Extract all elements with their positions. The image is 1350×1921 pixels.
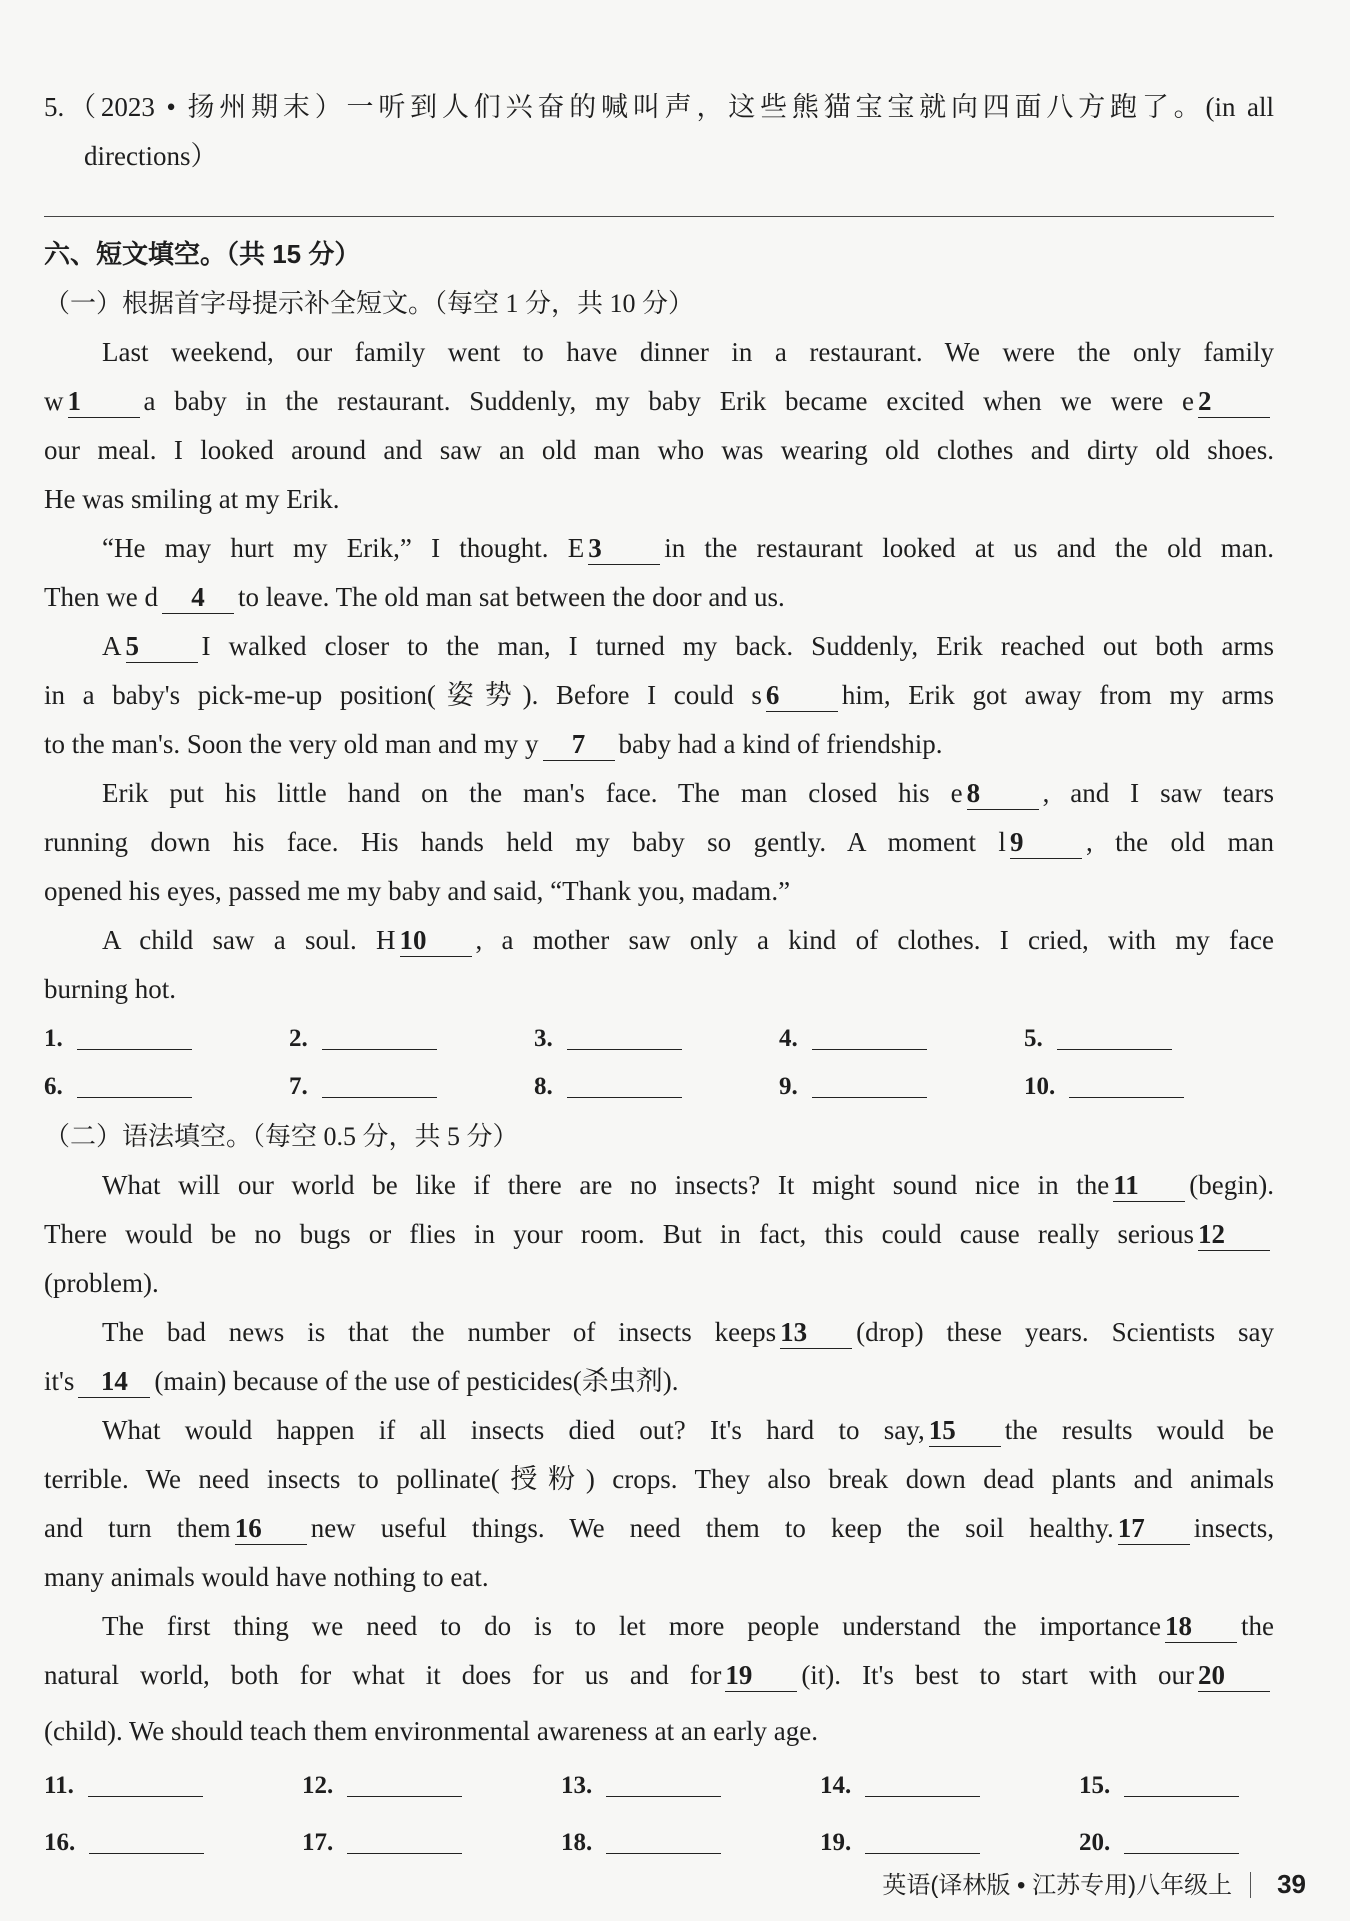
g4-line3: (child). We should teach them environmental awareness at an early age. <box>44 1716 819 1746</box>
g4-line2: natural world, both for what it does for us and for 19 (it). It's best to start with our 20 <box>44 1651 1274 1700</box>
g2-line2: it's 14 (main) because of the use of pesticides(杀虫剂). <box>44 1366 679 1396</box>
blank-20[interactable]: 20 <box>1198 1659 1270 1692</box>
blank-17[interactable]: 17 <box>1118 1512 1190 1545</box>
blank-14[interactable]: 14 <box>78 1365 150 1398</box>
answer-slot[interactable]: 4. <box>779 1016 927 1062</box>
blank-12[interactable]: 12 <box>1198 1218 1270 1251</box>
p4-line2: running down his face. His hands held my baby so gently. A moment l 9 , the old man <box>44 827 1274 857</box>
answer-slot[interactable]: 19. <box>820 1820 980 1866</box>
blank-16[interactable]: 16 <box>235 1512 307 1545</box>
blank-18[interactable]: 18 <box>1165 1610 1237 1643</box>
part1-title: （一）根据首字母提示补全短文。（每空 1 分，共 10 分） <box>44 289 695 318</box>
p1-line3: our meal. I looked around and saw an old man who was wearing old clothes and dirty old shoes. <box>44 435 1274 465</box>
answer-slot[interactable]: 14. <box>820 1763 980 1809</box>
answer-slot[interactable]: 13. <box>561 1763 721 1809</box>
blank-19[interactable]: 19 <box>725 1659 797 1692</box>
answer-slot[interactable]: 11. <box>44 1763 203 1809</box>
p5-line1: A child saw a soul. H 10 , a mother saw only a kind of clothes. I cried, with my face <box>102 925 1274 955</box>
q5-line1: 5.（2023 • 扬州期末）一听到人们兴奋的喊叫声，这些熊猫宝宝就向四面八方跑了。(in all <box>44 92 1274 122</box>
answer-row-11-15 <box>44 1763 1274 1809</box>
g1-line3: (problem). <box>44 1268 159 1298</box>
blank-1[interactable]: 1 <box>68 385 140 418</box>
footer-divider <box>1250 1872 1251 1898</box>
g4-line1: The first thing we need to do is to let more people understand the importance 18 the <box>102 1611 1274 1641</box>
answer-slot[interactable]: 18. <box>561 1820 721 1866</box>
blank-8[interactable]: 8 <box>967 777 1039 810</box>
blank-7[interactable]: 7 <box>543 728 615 761</box>
part2-title: （二）语法填空。（每空 0.5 分，共 5 分） <box>44 1122 519 1151</box>
book-title: 英语(译林版 • 江苏专用)八年级上 <box>882 1872 1233 1899</box>
g3-line4: many animals would have nothing to eat. <box>44 1562 489 1592</box>
blank-5[interactable]: 5 <box>126 630 198 663</box>
g3-line2: terrible. We need insects to pollinate(授粉) crops. They also break down dead plants and animals <box>44 1464 1274 1494</box>
answer-slot[interactable]: 15. <box>1079 1763 1239 1809</box>
blank-4[interactable]: 4 <box>162 581 234 614</box>
answer-slot[interactable]: 8. <box>534 1064 682 1110</box>
answer-row-1-5 <box>44 1016 1274 1062</box>
g1-line2: There would be no bugs or flies in your room. But in fact, this could cause really serious 12 <box>44 1210 1274 1259</box>
g2-line1: The bad news is that the number of insects keeps 13 (drop) these years. Scientists say <box>102 1317 1275 1347</box>
answer-row-16-20 <box>44 1820 1274 1866</box>
g1-line1: What will our world be like if there are no insects? It might sound nice in the 11 (begin). <box>102 1170 1274 1200</box>
blank-13[interactable]: 13 <box>780 1316 852 1349</box>
section-title: 六、短文填空。（共 15 分） <box>44 239 361 269</box>
p5-line2: burning hot. <box>44 974 176 1004</box>
blank-10[interactable]: 10 <box>400 924 472 957</box>
blank-9[interactable]: 9 <box>1010 826 1082 859</box>
blank-15[interactable]: 15 <box>929 1414 1001 1447</box>
p1-line2: w 1 a baby in the restaurant. Suddenly, my baby Erik became excited when we were e 2 <box>44 377 1274 426</box>
page-footer <box>882 1864 1306 1906</box>
blank-11[interactable]: 11 <box>1113 1169 1185 1202</box>
answer-slot[interactable]: 2. <box>289 1016 437 1062</box>
q5-line2: directions） <box>84 141 218 171</box>
p1-line1: Last weekend, our family went to have dinner in a restaurant. We were the only family <box>102 337 1274 367</box>
p2-line2: Then we d 4 to leave. The old man sat between the door and us. <box>44 582 785 612</box>
answer-slot[interactable]: 17. <box>302 1820 462 1866</box>
answer-slot[interactable]: 12. <box>302 1763 462 1809</box>
p3-line3: to the man's. Soon the very old man and my y 7 baby had a kind of friendship. <box>44 729 943 759</box>
page-number: 39 <box>1277 1869 1306 1899</box>
p4-line1: Erik put his little hand on the man's face. The man closed his e 8 , and I saw tears <box>102 778 1274 808</box>
blank-2[interactable]: 2 <box>1198 385 1270 418</box>
p4-line3: opened his eyes, passed me my baby and said, “Thank you, madam.” <box>44 876 791 906</box>
p3-line2: in a baby's pick-me-up position(姿势). Before I could s 6 him, Erik got away from my arms <box>44 680 1274 710</box>
p1-line4: He was smiling at my Erik. <box>44 484 340 514</box>
answer-line <box>44 216 1274 217</box>
answer-slot[interactable]: 5. <box>1024 1016 1172 1062</box>
answer-slot[interactable]: 9. <box>779 1064 927 1110</box>
answer-slot[interactable]: 7. <box>289 1064 437 1110</box>
answer-slot[interactable]: 6. <box>44 1064 192 1110</box>
blank-6[interactable]: 6 <box>766 679 838 712</box>
p3-line1: A 5 I walked closer to the man, I turned my back. Suddenly, Erik reached out both arms <box>102 631 1274 661</box>
answer-slot[interactable]: 1. <box>44 1016 192 1062</box>
answer-row-6-10 <box>44 1064 1274 1110</box>
g3-line1: What would happen if all insects died out? It's hard to say, 15 the results would be <box>102 1415 1275 1445</box>
answer-slot[interactable]: 3. <box>534 1016 682 1062</box>
p2-line1: “He may hurt my Erik,” I thought. E 3 in the restaurant looked at us and the old man. <box>102 533 1274 563</box>
answer-slot[interactable]: 20. <box>1079 1820 1239 1866</box>
answer-slot[interactable]: 16. <box>44 1820 204 1866</box>
answer-slot[interactable]: 10. <box>1024 1064 1184 1110</box>
blank-3[interactable]: 3 <box>588 532 660 565</box>
g3-line3: and turn them 16 new useful things. We need them to keep the soil healthy. 17 insects, <box>44 1513 1274 1543</box>
